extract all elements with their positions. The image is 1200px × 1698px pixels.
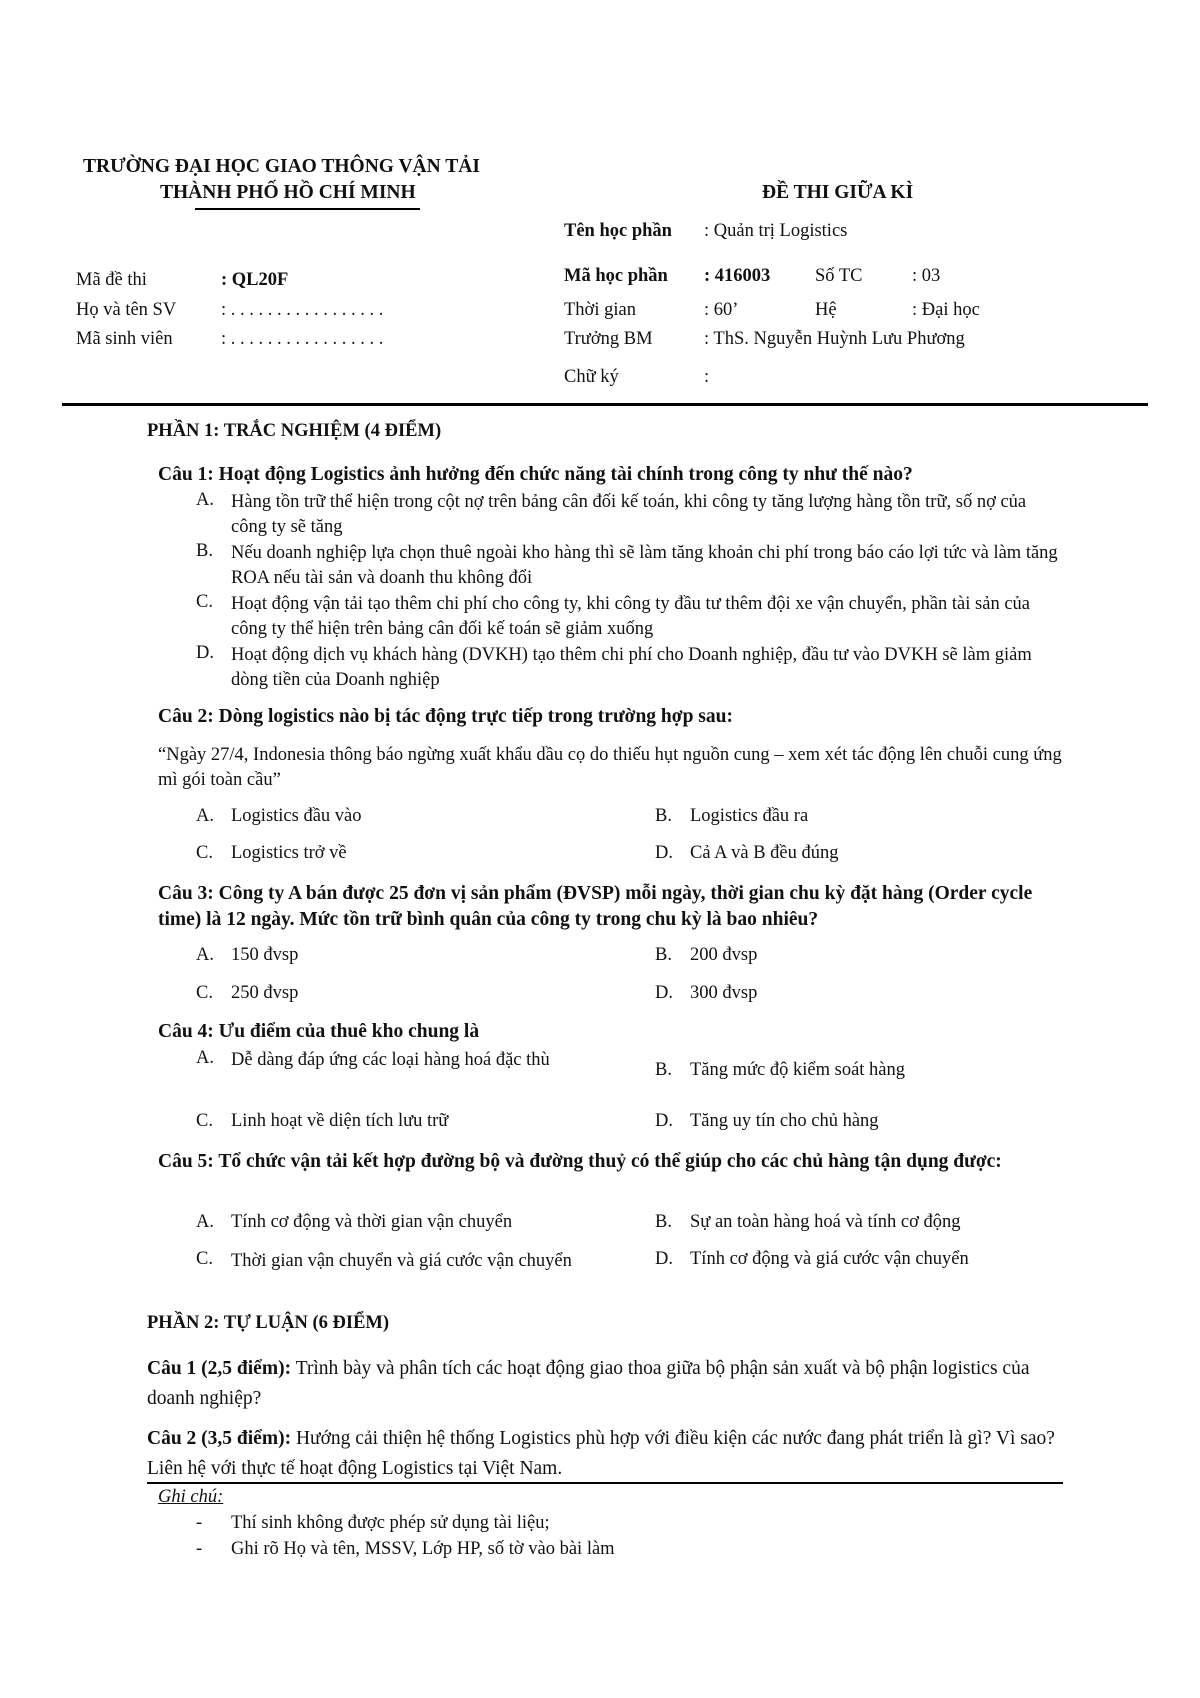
time-value: : 60’ xyxy=(704,300,739,320)
option-text: Sự an toàn hàng hoá và tính cơ động xyxy=(690,1212,961,1232)
option-text: Hàng tồn trữ thể hiện trong cột nợ trên bảng cân đối kế toán, khi công ty tăng lượng hàng tồn trữ, số nợ của công ty sẽ tăng xyxy=(231,492,1027,537)
part2-title: PHẦN 2: TỰ LUẬN (6 ĐIỂM) xyxy=(147,1313,390,1333)
option-text: Tăng uy tín cho chủ hàng xyxy=(690,1111,879,1131)
exam-code-value: : QL20F xyxy=(221,270,289,290)
notes-divider xyxy=(147,1482,1063,1484)
header-divider xyxy=(62,403,1148,406)
option-letter: A. xyxy=(196,1048,214,1068)
notes-title: Ghi chú: xyxy=(158,1487,224,1507)
case-quote: “Ngày 27/4, Indonesia thông báo ngừng xuất khẩu dầu cọ do thiếu hụt nguồn cung – xem xét tác động lên chuỗi cung ứng mì gói toàn cầu” xyxy=(158,745,1062,790)
option-letter: C. xyxy=(196,843,213,863)
option-letter: B. xyxy=(196,541,213,561)
signature-label: Chữ ký xyxy=(564,367,619,387)
question-stem: Câu 5: Tổ chức vận tải kết hợp đường bộ và đường thuỷ có thể giúp cho các chủ hàng tận dụng được: xyxy=(158,1151,1002,1172)
course-code-label: Mã học phần xyxy=(564,266,668,286)
option-letter: A. xyxy=(196,945,214,965)
note-item: Ghi rõ Họ và tên, MSSV, Lớp HP, số tờ vào bài làm xyxy=(231,1539,615,1559)
option-text: Cả A và B đều đúng xyxy=(690,843,839,863)
exam-title: ĐỀ THI GIỮA KÌ xyxy=(762,182,914,203)
option-text: Dễ dàng đáp ứng các loại hàng hoá đặc thù xyxy=(231,1050,550,1070)
exam-code-label: Mã đề thi xyxy=(76,270,147,290)
option-letter: A. xyxy=(196,806,214,826)
student-name-field: : . . . . . . . . . . . . . . . . . xyxy=(221,300,384,320)
department-head-value: : ThS. Nguyễn Huỳnh Lưu Phương xyxy=(704,329,965,349)
option-text: 300 đvsp xyxy=(690,983,758,1003)
system-value: : Đại học xyxy=(912,300,980,320)
option-letter: D. xyxy=(655,983,673,1003)
option-text: Tăng mức độ kiểm soát hàng xyxy=(690,1060,906,1080)
school-name-line1: TRƯỜNG ĐẠI HỌC GIAO THÔNG VẬN TẢI xyxy=(83,156,480,177)
student-name-label: Họ và tên SV xyxy=(76,300,177,320)
note-item: Thí sinh không được phép sử dụng tài liệu; xyxy=(231,1513,550,1533)
time-label: Thời gian xyxy=(564,300,636,320)
option-letter: B. xyxy=(655,1212,672,1232)
essay-question-label: Câu 1 (2,5 điểm): xyxy=(147,1358,292,1379)
course-name-label: Tên học phần xyxy=(564,221,672,241)
option-text: Logistics trở về xyxy=(231,843,347,863)
essay-question-text: Hướng cải thiện hệ thống Logistics phù hợp với điều kiện các nước đang phát triển là gì? Vì sao? Liên hệ với thực tế hoạt động Logistics tại Việt Nam. xyxy=(147,1428,1055,1479)
option-text: 250 đvsp xyxy=(231,983,299,1003)
option-letter: C. xyxy=(196,1249,213,1269)
option-letter: D. xyxy=(655,1111,673,1131)
option-text: Logistics đầu ra xyxy=(690,806,809,826)
signature-value: : xyxy=(704,367,710,387)
part1-title: PHẦN 1: TRẮC NGHIỆM (4 ĐIỂM) xyxy=(147,421,442,441)
option-letter: A. xyxy=(196,1212,214,1232)
school-name-line2: THÀNH PHỐ HỒ CHÍ MINH xyxy=(160,182,416,203)
bullet-dash: - xyxy=(196,1513,203,1533)
option-text: 200 đvsp xyxy=(690,945,758,965)
option-letter: D. xyxy=(196,643,214,663)
option-letter: C. xyxy=(196,983,213,1003)
option-text: Linh hoạt về diện tích lưu trữ xyxy=(231,1111,449,1131)
option-letter: B. xyxy=(655,806,672,826)
option-letter: C. xyxy=(196,592,213,612)
question-stem: Câu 4: Ưu điểm của thuê kho chung là xyxy=(158,1021,480,1042)
student-id-label: Mã sinh viên xyxy=(76,329,173,349)
department-head-label: Trưởng BM xyxy=(564,329,653,349)
option-text: Hoạt động dịch vụ khách hàng (DVKH) tạo thêm chi phí cho Doanh nghiệp, đầu tư vào DVKH sẽ làm giảm dòng tiền của Doanh nghiệp xyxy=(231,645,1032,690)
option-letter: D. xyxy=(655,843,673,863)
option-text: Logistics đầu vào xyxy=(231,806,362,826)
essay-question-1 xyxy=(147,1354,1067,1414)
school-underline xyxy=(195,208,420,210)
option-letter: D. xyxy=(655,1249,673,1269)
option-text: Nếu doanh nghiệp lựa chọn thuê ngoài kho hàng thì sẽ làm tăng khoản chi phí trong báo cáo lợi tức và làm tăng ROA nếu tài sản và doanh thu không đổi xyxy=(231,543,1058,588)
option-text: Tính cơ động và thời gian vận chuyển xyxy=(231,1212,513,1232)
option-letter: C. xyxy=(196,1111,213,1131)
student-id-field: : . . . . . . . . . . . . . . . . . xyxy=(221,329,384,349)
question-stem: Câu 3: Công ty A bán được 25 đơn vị sản phẩm (ĐVSP) mỗi ngày, thời gian chu kỳ đặt hàng (Order cycle time) là 12 ngày. Mức tồn trữ bình quân của công ty trong chu kỳ là bao nhiêu? xyxy=(158,883,1033,930)
bullet-dash: - xyxy=(196,1539,203,1559)
essay-question-2 xyxy=(147,1424,1067,1484)
essay-question-label: Câu 2 (3,5 điểm): xyxy=(147,1428,292,1449)
option-letter: A. xyxy=(196,490,214,510)
question-stem: Câu 2: Dòng logistics nào bị tác động trực tiếp trong trường hợp sau: xyxy=(158,706,733,727)
credits-label: Số TC xyxy=(815,266,863,286)
course-code-value: : 416003 xyxy=(704,266,771,286)
option-text: Thời gian vận chuyển và giá cước vận chuyển xyxy=(231,1251,572,1271)
system-label: Hệ xyxy=(815,300,837,320)
option-text: 150 đvsp xyxy=(231,945,299,965)
question-stem: Câu 1: Hoạt động Logistics ảnh hưởng đến chức năng tài chính trong công ty như thế nào? xyxy=(158,464,913,485)
option-letter: B. xyxy=(655,945,672,965)
option-text: Hoạt động vận tải tạo thêm chi phí cho công ty, khi công ty đầu tư thêm đội xe vận chuyển, phần tài sản của công ty thể hiện trên bảng cân đối kế toán sẽ giảm xuống xyxy=(231,594,1030,639)
course-name-value: : Quản trị Logistics xyxy=(704,221,848,241)
essay-question-text: Trình bày và phân tích các hoạt động giao thoa giữa bộ phận sản xuất và bộ phận logistics của doanh nghiệp? xyxy=(147,1358,1030,1409)
credits-value: : 03 xyxy=(912,266,941,286)
option-text: Tính cơ động và giá cước vận chuyển xyxy=(690,1249,969,1269)
option-letter: B. xyxy=(655,1060,672,1080)
